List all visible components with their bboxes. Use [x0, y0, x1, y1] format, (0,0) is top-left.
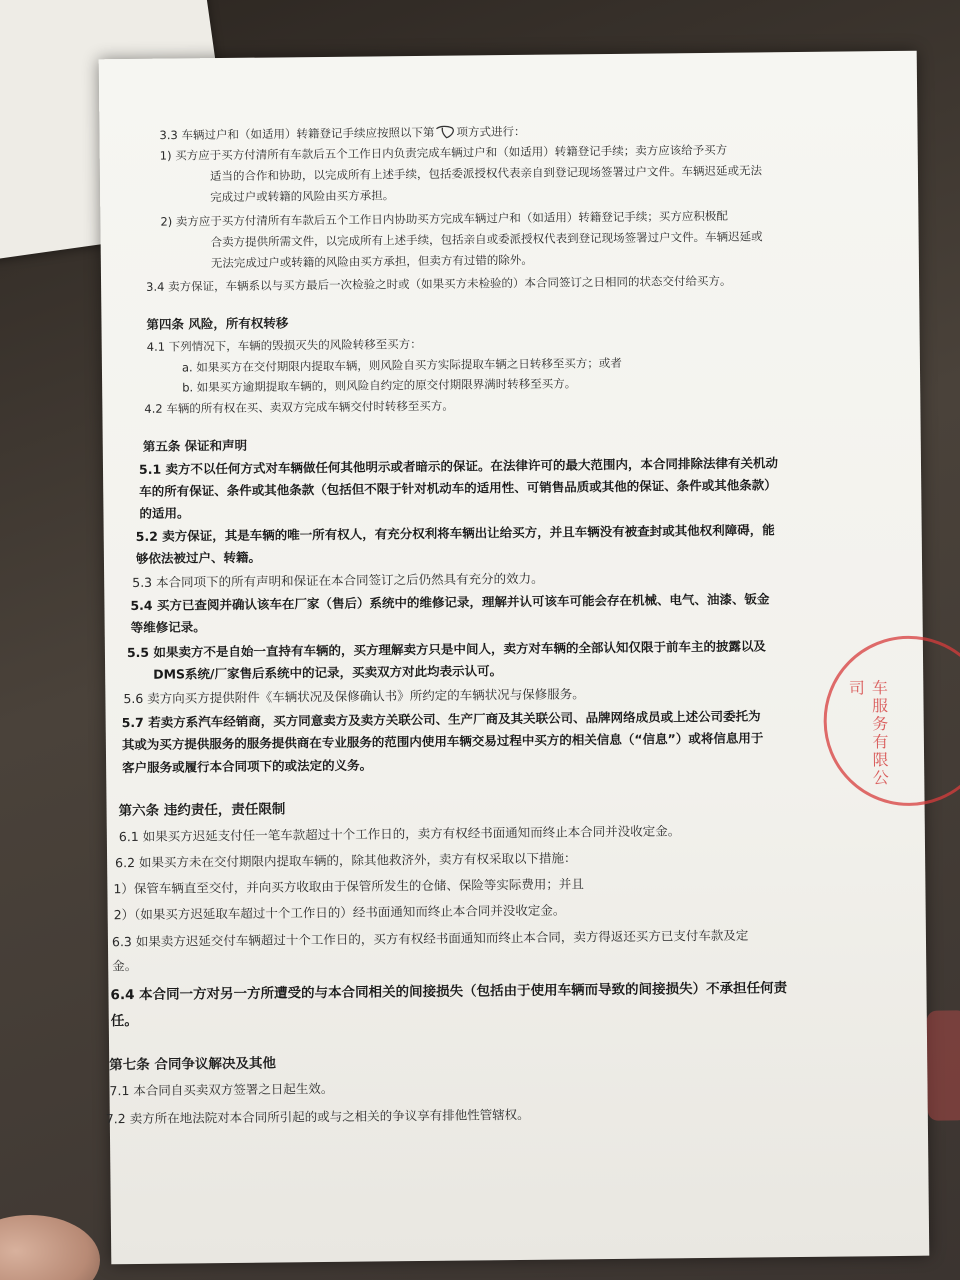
clause-3-3-1a: 1) 买方应于买方付清所有车款后五个工作日内负责完成车辆过户和（如适用）转籍登记手续；卖方应该给予买方	[159, 142, 728, 163]
clause-5-1c: 的适用。	[139, 505, 190, 521]
clause-4-1-b: b. 如果买方逾期提取车辆的，则风险自约定的原交付期限界满时转移至买方。	[182, 376, 577, 395]
article-5-heading: 第五条 保证和声明	[142, 437, 248, 454]
clause-5-5b: DMS系统/厂家售后系统中的记录，买卖双方对此均表示认可。	[153, 663, 503, 682]
clause-5-7b: 其或为买方提供服务的服务提供商在专业服务的范围内使用车辆交易过程中买方的相关信息（“信息”）或将信息用于	[121, 730, 764, 753]
clause-5-2b: 够依法被过户、转籍。	[135, 549, 262, 566]
clause-7-2: 7.2 卖方所在地法院对本合同所引起的或与之相关的争议享有排他性管辖权。	[105, 1106, 530, 1127]
clause-5-6: 5.6 卖方向买方提供附件《车辆状况及保修确认书》所约定的车辆状况与保修服务。	[123, 686, 585, 707]
clause-5-3: 5.3 本合同项下的所有声明和保证在本合同签订之后仍然具有充分的效力。	[132, 570, 544, 590]
clause-3-3: 3.3 车辆过户和（如适用）转籍登记手续应按照以下第 项方式进行：	[159, 124, 526, 143]
clause-7-1: 7.1 本合同自买卖双方签署之日起生效。	[109, 1080, 334, 1099]
clause-6-3a: 6.3 如果卖方迟延交付车辆超过十个工作日的，买方有权经书面通知而终止本合同，卖方得返还买方已支付车款及定	[111, 927, 749, 950]
clause-5-7c: 客户服务或履行本合同项下的或法定的义务。	[122, 757, 373, 776]
clause-6-4b: 任。	[110, 1012, 138, 1030]
clause-6-2-1: 1）保管车辆直至交付，并向买方收取由于保管所发生的仓储、保险等实际费用；并且	[113, 876, 584, 897]
clause-6-4a: 6.4 本合同一方对另一方所遭受的与本合同相关的间接损失（包括由于使用车辆而导致的间接损失）不承担任何责	[110, 980, 788, 1004]
clause-6-2-2: 2）（如果买方迟延取车超过十个工作日的）经书面通知而终止本合同并没收定金。	[113, 902, 566, 923]
clause-4-1: 4.1 下列情况下，车辆的毁损灭失的风险转移至买方：	[146, 336, 422, 354]
article-7-heading: 第七条 合同争议解决及其他	[109, 1055, 277, 1074]
clause-4-1-a: a. 如果买方在交付期限内提取车辆，则风险自买方实际提取车辆之日转移至买方；或者	[181, 355, 622, 375]
contract-page	[99, 51, 930, 1264]
clause-3-3-1c: 完成过户或转籍的风险由买方承担。	[210, 188, 395, 205]
clause-5-4b: 等维修记录。	[130, 619, 206, 636]
clause-3-3-2b: 合卖方提供所需文件，以完成所有上述手续，包括亲自或委派授权代表到登记现场签署过户文件。车辆迟延或	[210, 229, 763, 250]
partial-seal	[927, 1010, 960, 1120]
clause-6-3b: 金。	[112, 957, 138, 974]
handwritten-mark-icon	[434, 126, 456, 140]
clause-5-5a: 5.5 如果卖方不是自始一直持有车辆的，买方理解卖方只是中间人，卖方对车辆的全部认知仅限于前车主的披露以及	[126, 638, 766, 661]
clause-6-2: 6.2 如果买方未在交付期限内提取车辆的，除其他救济外，卖方有权采取以下措施：	[115, 850, 577, 871]
article-6-heading: 第六条 违约责任，责任限制	[118, 801, 286, 820]
clause-5-1b: 车的所有保证、条件或其他条款（包括但不限于针对机动车的适用性、可销售品质或其他的保证、条件或其他条款）	[139, 477, 777, 499]
article-4-heading: 第四条 风险，所有权转移	[146, 315, 289, 332]
clause-6-1: 6.1 如果买方迟延支付任一笔车款超过十个工作日的，卖方有权经书面通知而终止本合同并没收定金。	[118, 823, 681, 845]
clause-5-2a: 5.2 卖方保证，其是车辆的唯一所有权人，有充分权利将车辆出让给买方，并且车辆没有被查封或其他权利障碍，能	[135, 522, 775, 544]
clause-3-3-2a: 2) 卖方应于买方付清所有车款后五个工作日内协助买方完成车辆过户和（如适用）转籍登记手续；买方应积极配	[160, 208, 728, 229]
clause-4-2: 4.2 车辆的所有权在买、卖双方完成车辆交付时转移至买方。	[144, 398, 454, 416]
clause-3-3-2c: 无法完成过户或转籍的风险由买方承担，但卖方有过错的除外。	[210, 252, 533, 271]
clause-3-3-1b: 适当的合作和协助，以完成所有上述手续，包括委派授权代表亲自到登记现场签署过户文件。车辆迟延或无法	[209, 163, 762, 184]
company-seal: 车服务有限公司	[823, 635, 960, 807]
clause-5-4a: 5.4 买方已查阅并确认该车在厂家（售后）系统中的维修记录，理解并认可该车可能会存在机械、电气、油漆、钣金	[130, 591, 770, 614]
clause-5-1a: 5.1 卖方不以任何方式对车辆做任何其他明示或者暗示的保证。在法律许可的最大范围内，本合同排除法律有关机动	[138, 455, 779, 477]
clause-5-7a: 5.7 若卖方系汽车经销商，买方同意卖方及卖方关联公司、生产厂商及其关联公司、品牌网络成员或上述公司委托为	[121, 708, 761, 731]
finger	[0, 1215, 100, 1280]
clause-3-4: 3.4 卖方保证，车辆系以与买方最后一次检验之时或（如果买方未检验的）本合同签订之日相同的状态交付给买方。	[146, 273, 732, 294]
